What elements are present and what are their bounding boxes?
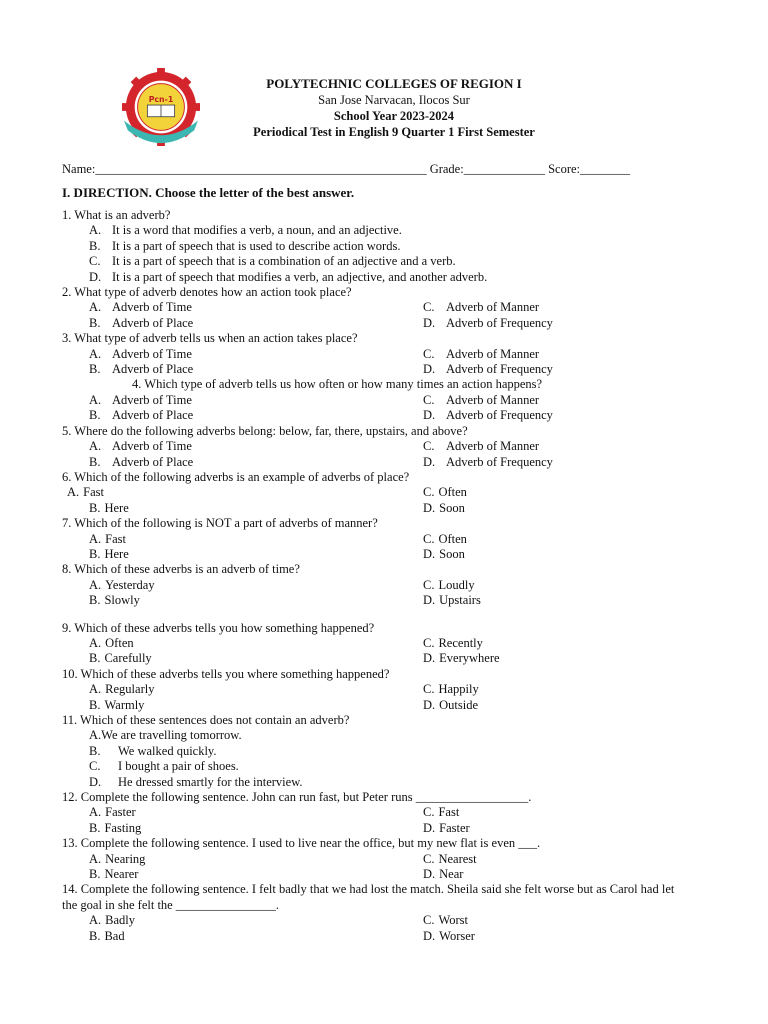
option-grid [67, 485, 752, 516]
option-c[interactable]: C. Worst [423, 913, 469, 928]
option-d[interactable]: D. Soon [423, 546, 465, 561]
question-1 [62, 208, 752, 285]
school-address: San Jose Narvacan, Ilocos Sur [318, 93, 470, 107]
option-b[interactable]: B. Carefully [89, 651, 152, 666]
question-text: 14. Complete the following sentence. I felt badly that we had lost the match. Sheila said she felt worse but as Carol had let the goal in she felt the ________________. [62, 882, 675, 912]
option-b[interactable]: B. Bad [89, 928, 125, 943]
option-a[interactable]: A. Adverb of Time [89, 346, 192, 361]
question-text: 13. Complete the following sentence. I used to live near the office, but my new flat is even ___. [62, 836, 541, 851]
option-c[interactable]: C. Adverb of Manner [423, 392, 540, 407]
option-a[interactable]: A. Badly [89, 913, 136, 928]
option-d[interactable]: D. Everywhere [423, 651, 500, 666]
question-text: 6. Which of the following adverbs is an example of adverbs of place? [62, 469, 410, 484]
option-d[interactable]: D. Soon [423, 500, 465, 515]
school-year: School Year 2023-2024 [333, 109, 455, 123]
option-b[interactable]: B. Adverb of Place [89, 454, 194, 469]
option-grid [89, 439, 752, 470]
option-b[interactable]: B. Here [89, 500, 129, 515]
option-d[interactable]: D. Adverb of Frequency [423, 315, 553, 330]
option-b[interactable]: B. Adverb of Place [89, 315, 194, 330]
option-a[interactable]: A. We are travelling tomorrow. [89, 728, 242, 743]
question-9 [62, 621, 752, 667]
document-header [0, 76, 768, 140]
question-text: 4. Which type of adverb tells us how often or how many times an action happens? [132, 377, 543, 392]
option-a[interactable]: A. Adverb of Time [89, 300, 192, 315]
option-a[interactable]: A. Often [89, 635, 134, 650]
option-grid [89, 347, 752, 378]
option-d[interactable]: D. He dressed smartly for the interview. [89, 774, 303, 789]
option-grid [89, 913, 752, 944]
option-c[interactable]: C. Adverb of Manner [423, 300, 540, 315]
question-text: 8. Which of these adverbs is an adverb of time? [62, 562, 300, 577]
spacer [62, 609, 752, 621]
option-a[interactable]: A. It is a word that modifies a verb, a noun, and an adjective. [89, 223, 402, 238]
option-c[interactable]: C. I bought a pair of shoes. [89, 759, 239, 774]
direction-heading: I. DIRECTION. Choose the letter of the best answer. [62, 185, 355, 200]
option-d[interactable]: D. Faster [423, 820, 470, 835]
option-d[interactable]: D. Upstairs [423, 593, 481, 608]
option-b[interactable]: B. We walked quickly. [89, 743, 217, 758]
option-grid [89, 636, 752, 667]
option-a[interactable]: A. Nearing [89, 851, 146, 866]
option-d[interactable]: D. Adverb of Frequency [423, 408, 553, 423]
option-grid [89, 578, 752, 609]
question-text: 12. Complete the following sentence. John can run fast, but Peter runs __________________. [62, 790, 532, 805]
option-d[interactable]: D. It is a part of speech that modifies a verb, an adjective, and another adverb. [89, 269, 488, 284]
question-text: 7. Which of the following is NOT a part of adverbs of manner? [62, 516, 378, 531]
option-d[interactable]: D. Adverb of Frequency [423, 454, 553, 469]
question-text: 2. What type of adverb denotes how an action took place? [62, 285, 352, 300]
name-grade-score-line[interactable]: Name:_____________________________________________________ Grade:_____________ Score:________ [62, 162, 631, 176]
question-8 [62, 562, 752, 608]
option-c[interactable]: C. Happily [423, 682, 479, 697]
option-c[interactable]: C. It is a part of speech that is a combination of an adjective and a verb. [89, 254, 456, 269]
question-12 [62, 790, 752, 836]
option-grid [89, 852, 752, 883]
option-a[interactable]: A. Adverb of Time [89, 439, 192, 454]
question-list [62, 208, 752, 944]
question-5 [62, 424, 752, 470]
option-grid [89, 805, 752, 836]
school-name: POLYTECHNIC COLLEGES OF REGION I [266, 76, 522, 91]
question-text: 9. Which of these adverbs tells you how something happened? [62, 620, 375, 635]
option-b[interactable]: B. It is a part of speech that is used to describe action words. [89, 238, 401, 253]
test-title: Periodical Test in English 9 Quarter 1 First Semester [253, 125, 535, 139]
option-d[interactable]: D. Near [423, 867, 464, 882]
option-grid [89, 532, 752, 563]
option-c[interactable]: C. Loudly [423, 577, 475, 592]
option-grid [89, 393, 752, 424]
option-grid [89, 682, 752, 713]
option-grid [89, 300, 752, 331]
question-14 [62, 882, 752, 944]
question-11 [62, 713, 752, 790]
option-a[interactable]: A. Fast [67, 485, 104, 500]
question-4 [62, 377, 752, 423]
option-d[interactable]: D. Adverb of Frequency [423, 362, 553, 377]
option-b[interactable]: B. Here [89, 546, 129, 561]
option-c[interactable]: C. Nearest [423, 851, 477, 866]
question-13 [62, 836, 752, 882]
option-c[interactable]: C. Often [423, 485, 467, 500]
option-c[interactable]: C. Adverb of Manner [423, 346, 540, 361]
option-a[interactable]: A. Fast [89, 531, 126, 546]
option-c[interactable]: C. Recently [423, 635, 483, 650]
question-text: 10. Which of these adverbs tells you where something happened? [62, 666, 390, 681]
option-d[interactable]: D. Worser [423, 928, 475, 943]
question-2 [62, 285, 752, 331]
option-b[interactable]: B. Fasting [89, 820, 142, 835]
option-c[interactable]: C. Often [423, 531, 467, 546]
option-d[interactable]: D. Outside [423, 697, 479, 712]
question-10 [62, 667, 752, 713]
option-c[interactable]: C. Fast [423, 805, 460, 820]
option-a[interactable]: A. Regularly [89, 682, 155, 697]
option-a[interactable]: A. Yesterday [89, 577, 155, 592]
option-b[interactable]: B. Adverb of Place [89, 408, 194, 423]
option-a[interactable]: A. Faster [89, 805, 136, 820]
question-text: 3. What type of adverb tells us when an action takes place? [62, 331, 358, 346]
option-b[interactable]: B. Nearer [89, 867, 139, 882]
option-b[interactable]: B. Adverb of Place [89, 362, 194, 377]
question-3 [62, 331, 752, 377]
option-a[interactable]: A. Adverb of Time [89, 392, 192, 407]
option-c[interactable]: C. Adverb of Manner [423, 439, 540, 454]
option-b[interactable]: B. Warmly [89, 697, 145, 712]
question-text: 1. What is an adverb? [62, 208, 171, 222]
question-7 [62, 516, 752, 562]
question-text: 11. Which of these sentences does not contain an adverb? [62, 713, 350, 727]
question-6 [62, 470, 752, 516]
option-b[interactable]: B. Slowly [89, 593, 140, 608]
question-text: 5. Where do the following adverbs belong: below, far, there, upstairs, and above? [62, 423, 468, 438]
logo-text: Pcn-1 [148, 95, 174, 105]
